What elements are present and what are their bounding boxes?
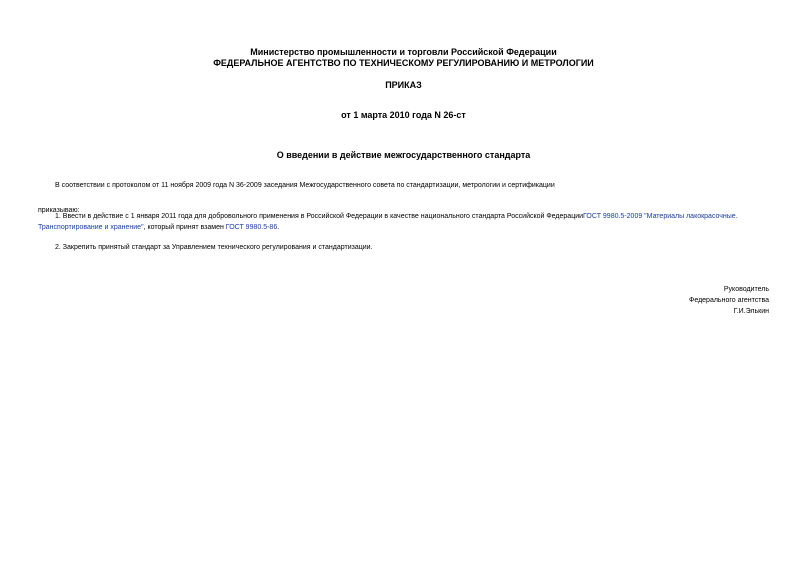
item2-paragraph: 2. Закрепить принятый стандарт за Управлением технического регулирования и стандартизации. <box>55 244 373 251</box>
document-type: ПРИКАЗ <box>385 80 422 90</box>
agency-name: ФЕДЕРАЛЬНОЕ АГЕНТСТВО ПО ТЕХНИЧЕСКОМУ РЕГУЛИРОВАНИЮ И МЕТРОЛОГИИ <box>213 58 594 68</box>
preamble-paragraph: В соответствии с протоколом от 11 ноября 2009 года N 36-2009 заседания Межгосударственного совета по стандартизации, метрологии и сертификации <box>55 182 555 189</box>
item1-paragraph-line2 <box>38 222 279 233</box>
signature-title-line1: Руководитель <box>723 286 769 293</box>
document-date: от 1 марта 2010 года N 26-ст <box>341 110 466 120</box>
item1-between-text: , который принят взамен <box>143 224 226 231</box>
ministry-name: Министерство промышленности и торговли Российской Федерации <box>250 47 557 57</box>
document-subject: О введении в действие межгосударственного стандарта <box>276 150 531 160</box>
item1-end: . <box>277 224 280 231</box>
signature-title-line2: Федерального агентства <box>689 297 769 304</box>
signature-block <box>689 284 769 317</box>
signature-name: Г.И.Элькин <box>733 308 769 315</box>
gost-9980-5-2009-link-continued[interactable]: Транспортирование и хранение" <box>38 224 144 231</box>
orders-paragraph: приказываю: <box>38 207 80 214</box>
item1-text: 1. Ввести в действие с 1 января 2011 года для добровольного применения в Российской Федерации в качестве национального стандарта Российской Федерации <box>55 213 584 220</box>
item1-paragraph-line1 <box>55 211 738 222</box>
document-header <box>0 47 807 69</box>
gost-9980-5-86-link[interactable]: ГОСТ 9980.5-86 <box>225 224 278 231</box>
gost-9980-5-2009-link[interactable]: ГОСТ 9980.5-2009 "Материалы лакокрасочные. <box>583 213 738 220</box>
